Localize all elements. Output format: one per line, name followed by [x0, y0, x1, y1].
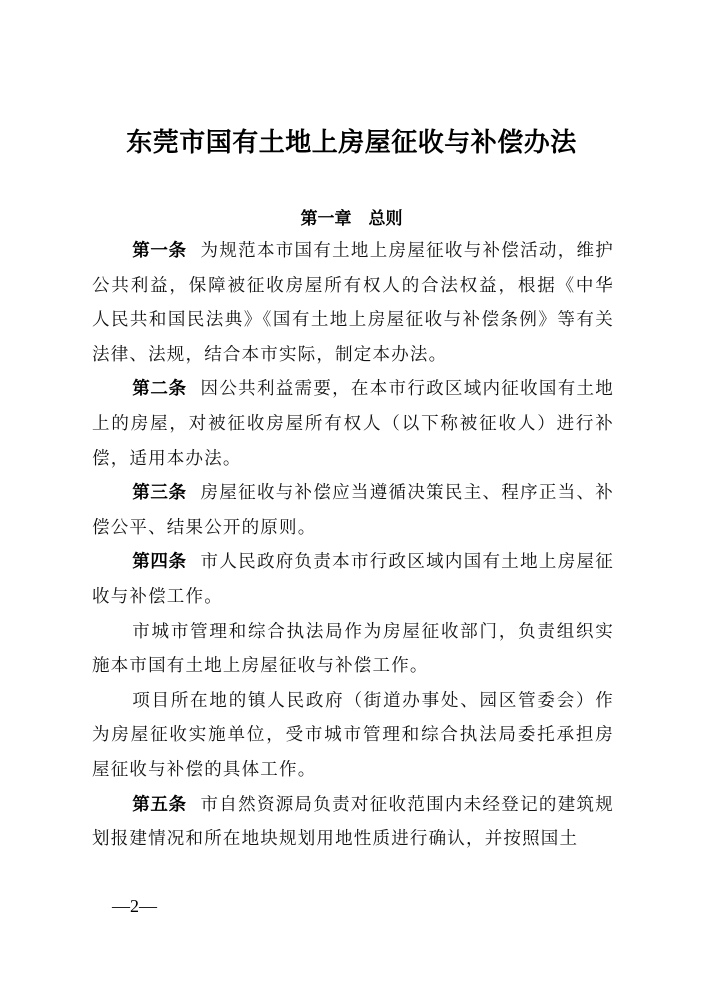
- page-number: —2—: [112, 896, 157, 916]
- article-text: 为规范本市国有土地上房屋征收与补偿活动，维护公共利益，保障被征收房屋所有权人的合法权益，根据《中华人民共和国民法典》《国有土地上房屋征收与补偿条例》等有关法律、法规，结合本市实际，制定本办法。: [92, 241, 614, 365]
- paragraph-article-2: [92, 372, 614, 476]
- document-body: [92, 234, 614, 857]
- paragraph-article-4-sub-1: [92, 615, 614, 684]
- article-text: 市人民政府负责本市行政区域内国有土地上房屋征收与补偿工作。: [92, 552, 614, 607]
- chapter-heading: 第一章 总则: [300, 209, 403, 229]
- article-label: 第四条: [132, 552, 187, 573]
- article-label: 第一条: [132, 241, 187, 261]
- paragraph-article-4: [92, 545, 614, 614]
- article-text: 因公共利益需要，在本市行政区域内征收国有土地上的房屋，对被征收房屋所有权人（以下称被征收人）进行补偿，适用本办法。: [92, 379, 614, 469]
- paragraph-article-5: [92, 788, 614, 857]
- article-label: 第三条: [132, 483, 187, 504]
- article-label: 第二条: [132, 379, 187, 400]
- paragraph-article-3: [92, 476, 614, 545]
- article-label: 第五条: [132, 794, 187, 815]
- article-text: 市城市管理和综合执法局作为房屋征收部门，负责组织实施本市国有土地上房屋征收与补偿工作。: [92, 621, 614, 677]
- article-text: 项目所在地的镇人民政府（街道办事处、园区管委会）作为房屋征收实施单位，受市城市管理和综合执法局委托承担房屋征收与补偿的具体工作。: [92, 690, 614, 780]
- paragraph-article-4-sub-2: [92, 684, 614, 788]
- article-text: 房屋征收与补偿应当遵循决策民主、程序正当、补偿公平、结果公开的原则。: [92, 483, 614, 538]
- document-title: 东莞市国有土地上房屋征收与补偿办法: [126, 128, 577, 158]
- article-text: 市自然资源局负责对征收范围内未经登记的建筑规划报建情况和所在地块规划用地性质进行确认，并按照国土: [92, 794, 614, 850]
- paragraph-article-1: [92, 234, 614, 372]
